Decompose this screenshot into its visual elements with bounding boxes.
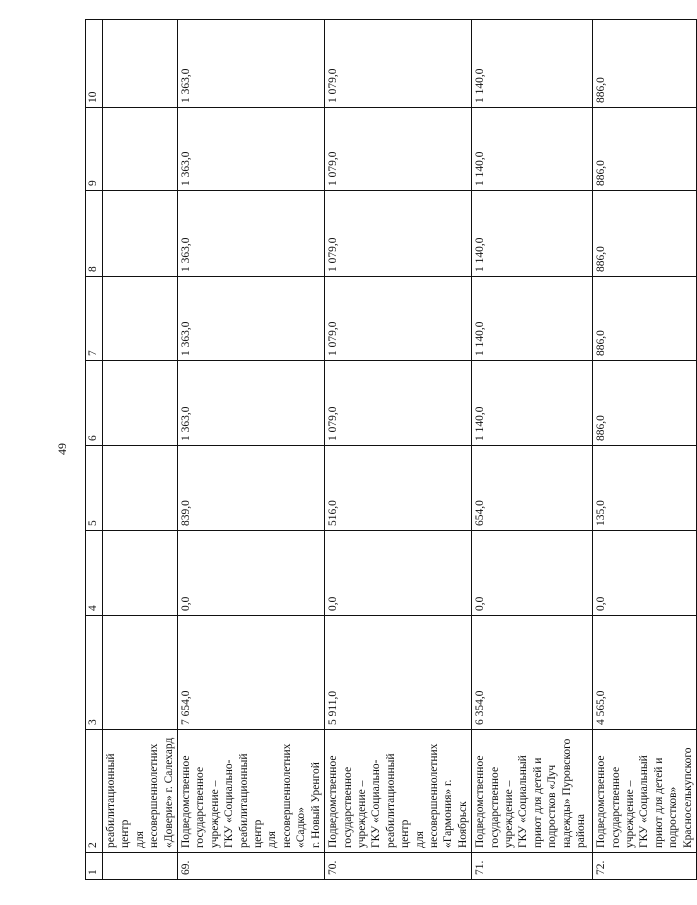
continuation-name-cell: реабилитационный центр для несовершеннолетних «Доверие» г. Салехард — [103, 730, 178, 853]
value-cell: 1 140,0 — [472, 108, 593, 191]
table-cell — [103, 531, 178, 616]
value-cell: 1 079,0 — [325, 20, 472, 108]
table-cell — [103, 446, 178, 531]
header-cell: 1 — [86, 853, 103, 880]
row-number-cell: 71. — [472, 853, 593, 880]
value-cell: 1 079,0 — [325, 191, 472, 277]
table-row — [325, 20, 472, 880]
table-cell — [103, 616, 178, 730]
value-cell: 654,0 — [472, 446, 593, 531]
table-row — [472, 20, 593, 880]
table-cell — [103, 108, 178, 191]
value-cell: 4 565,0 — [593, 616, 697, 730]
value-cell: 7 654,0 — [178, 616, 325, 730]
value-cell: 6 354,0 — [472, 616, 593, 730]
row-number-cell: 69. — [178, 853, 325, 880]
value-cell: 516,0 — [325, 446, 472, 531]
budget-table — [85, 19, 697, 880]
value-cell: 0,0 — [472, 531, 593, 616]
table-row — [178, 20, 325, 880]
value-cell: 135,0 — [593, 446, 697, 531]
value-cell: 1 079,0 — [325, 108, 472, 191]
value-cell: 0,0 — [593, 531, 697, 616]
table-header-row — [86, 20, 103, 880]
header-cell: 5 — [86, 446, 103, 531]
table-cell — [103, 277, 178, 361]
table-cell — [103, 20, 178, 108]
value-cell: 886,0 — [593, 108, 697, 191]
header-cell: 8 — [86, 191, 103, 277]
value-cell: 886,0 — [593, 277, 697, 361]
header-cell: 9 — [86, 108, 103, 191]
header-cell: 10 — [86, 20, 103, 108]
value-cell: 1 079,0 — [325, 277, 472, 361]
value-cell: 1 140,0 — [472, 20, 593, 108]
value-cell: 1 140,0 — [472, 361, 593, 446]
table-cell — [103, 853, 178, 880]
value-cell: 0,0 — [178, 531, 325, 616]
value-cell: 1 363,0 — [178, 108, 325, 191]
value-cell: 0,0 — [325, 531, 472, 616]
value-cell: 886,0 — [593, 191, 697, 277]
header-cell: 7 — [86, 277, 103, 361]
rotated-table-wrapper — [85, 20, 694, 880]
header-cell: 4 — [86, 531, 103, 616]
value-cell: 886,0 — [593, 20, 697, 108]
row-number-cell: 70. — [325, 853, 472, 880]
header-cell: 2 — [86, 730, 103, 853]
value-cell: 1 079,0 — [325, 361, 472, 446]
institution-name-cell: Подведомственное государственное учреждение – ГКУ «Социально- реабилитационный центр для несовершеннолетних «Садко» г. Новый Уренгой — [178, 730, 325, 853]
institution-name-cell: Подведомственное государственное учреждение – ГКУ «Социально- реабилитационный центр для несовершеннолетних «Гармония» г. Ноябрьск — [325, 730, 472, 853]
value-cell: 1 140,0 — [472, 191, 593, 277]
row-number-cell: 72. — [593, 853, 697, 880]
header-cell: 6 — [86, 361, 103, 446]
table-row — [593, 20, 697, 880]
page-number: 49 — [55, 443, 69, 455]
table-cell — [103, 361, 178, 446]
value-cell: 839,0 — [178, 446, 325, 531]
table-cell — [103, 191, 178, 277]
value-cell: 1 363,0 — [178, 191, 325, 277]
value-cell: 886,0 — [593, 361, 697, 446]
value-cell: 5 911,0 — [325, 616, 472, 730]
value-cell: 1 363,0 — [178, 20, 325, 108]
header-cell: 3 — [86, 616, 103, 730]
institution-name-cell: Подведомственное государственное учреждение – ГКУ «Социальный приют для детей и подростков «Луч надежды» Пуровского района — [472, 730, 593, 853]
continuation-row — [103, 20, 178, 880]
value-cell: 1 140,0 — [472, 277, 593, 361]
value-cell: 1 363,0 — [178, 277, 325, 361]
institution-name-cell: Подведомственное государственное учреждение – ГКУ «Социальный приют для детей и подростков» Красноселькупского — [593, 730, 697, 853]
value-cell: 1 363,0 — [178, 361, 325, 446]
